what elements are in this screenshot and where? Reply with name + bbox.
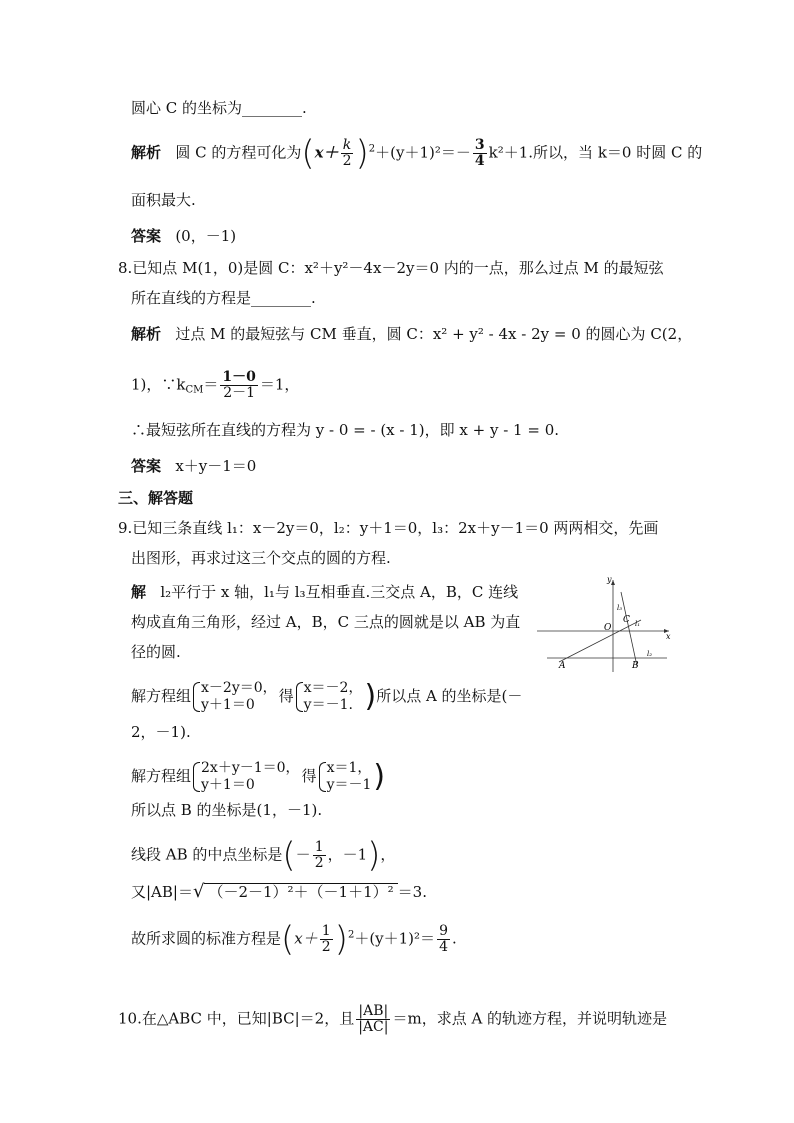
- eq: 2x＋y－1＝0，: [201, 760, 300, 776]
- fraction-k-2: [341, 138, 354, 169]
- exp: 2: [368, 143, 376, 155]
- eq: y＝－1.: [303, 697, 353, 713]
- text: 又|AB|＝: [131, 883, 193, 901]
- radicand: （－2－1）²＋（－1＋1）²: [204, 883, 397, 900]
- question-8-line-1: 8.已知点 M(1，0)是圆 C：x²＋y²－4x－2y＝0 内的一点，那么过点 M 的最短弦: [118, 259, 664, 277]
- math-k2: k²＋1.: [488, 143, 534, 162]
- math-x: x＋: [294, 929, 318, 948]
- num: k: [341, 138, 354, 154]
- text: 解方程组: [131, 767, 192, 785]
- text: ＝3.: [397, 883, 427, 901]
- label-y: y: [607, 575, 612, 584]
- text: ，: [380, 845, 396, 864]
- den: |AC|: [358, 1019, 389, 1035]
- eq: y＋1＝0: [201, 777, 255, 793]
- num: |AB|: [356, 1004, 390, 1020]
- exp: 2: [347, 929, 355, 941]
- eq: x－2y＝0，: [201, 680, 277, 696]
- num: 9: [439, 923, 448, 939]
- text: 圆 C 的方程可化为: [175, 143, 302, 162]
- den: 2: [314, 855, 324, 871]
- text: 得: [301, 767, 317, 785]
- fraction-9-4: [437, 924, 450, 955]
- text: ＝m，求点 A 的轨迹方程，并说明轨迹是: [392, 1009, 668, 1028]
- text: 故所求圆的标准方程是: [131, 929, 282, 948]
- label-answer: 答案: [131, 457, 162, 475]
- eq: y＋1＝0: [201, 697, 255, 713]
- label-l3: l₃: [617, 604, 623, 612]
- math-x: x＋: [314, 143, 339, 162]
- label-b: B: [632, 661, 639, 671]
- num: 1－0: [222, 369, 256, 385]
- text: 过点 M 的最短弦与 CM 垂直，圆 C：x² + y² - 4x - 2y = 0 的圆心为 C(2，: [175, 325, 693, 343]
- q8-solution-line-2: 1)，$\because k_{CM}=$ $\frac{1-0}{2-1}$ ＝1，: [131, 369, 300, 401]
- paren-right: ): [367, 835, 381, 876]
- math-y: ＋(y＋1)²＝－: [375, 143, 471, 162]
- text: 解方程组: [131, 687, 192, 705]
- text: 线段 AB 的中点坐标是: [131, 845, 283, 864]
- fraction-half: [320, 924, 333, 955]
- system-b: [191, 760, 300, 794]
- paren-left: (: [282, 835, 296, 876]
- fraction-ab-ac: [356, 1004, 390, 1035]
- label-l2: l₂: [647, 650, 653, 658]
- q9-solution-line-1: [131, 582, 518, 602]
- paren-right: ): [334, 919, 348, 960]
- answer-7: [131, 226, 236, 246]
- label-solve: 解: [131, 583, 147, 601]
- den: 2－1: [223, 385, 256, 401]
- eq: y＝－1: [326, 777, 372, 793]
- label-o: O: [604, 623, 612, 633]
- fraction-kcm: [220, 370, 257, 401]
- q9-solution-line-7: 所以点 B 的坐标是(1，－1).: [131, 801, 323, 819]
- paren-right: ): [355, 133, 369, 174]
- sub-cm: CM: [185, 384, 204, 396]
- q9-solution-line-2: 构成直角三角形，经过 A，B，C 三点的圆就是以 AB 为直: [131, 613, 521, 631]
- label-a: A: [559, 661, 566, 671]
- q9-solution-line-9: 又|AB|＝√ （－2－1）²＋（－1＋1）² ＝3.: [131, 881, 427, 902]
- text: 10.在△ABC 中，已知|BC|＝2，且: [118, 1009, 355, 1028]
- text: 所以，当 k＝0 时圆 C 的: [533, 143, 703, 162]
- q8-solution-line-3: ∴最短弦所在直线的方程为 y - 0 = - (x - 1)，即 x + y - 1 = 0.: [131, 421, 560, 439]
- q9-solution-line-3: 径的圆.: [131, 643, 181, 661]
- label-analysis: 解析: [131, 143, 162, 162]
- line-center-question: 圆心 C 的坐标为________.: [131, 99, 307, 117]
- solution-b: [317, 760, 372, 794]
- section-heading-3: 三、解答题: [118, 489, 194, 507]
- q9-solution-line-10: 故所求圆的标准方程是(x＋ $\frac{1}{2}$ )$^2$＋(y＋1)²＝ $\frac{9}{4}$ .: [131, 919, 457, 960]
- solution-a: [294, 680, 363, 714]
- text: ，－1: [327, 845, 368, 864]
- paren-left: (: [301, 133, 315, 174]
- den: 2: [321, 939, 331, 955]
- num: 1: [314, 839, 324, 855]
- question-10-line-1: [118, 1004, 667, 1035]
- text: ＋(y＋1)²＝: [354, 929, 436, 948]
- q8-solution-line-1: [131, 324, 692, 344]
- label-answer: 答案: [131, 227, 162, 245]
- solution-line-2: 面积最大.: [131, 191, 196, 209]
- result: ＝1，: [259, 375, 300, 394]
- answer-value: (0，－1): [175, 227, 237, 245]
- den: 4: [474, 153, 485, 169]
- text: 得: [278, 687, 294, 705]
- text: l₂平行于 x 轴，l₁与 l₃互相垂直.三交点 A，B，C 连线: [160, 583, 519, 601]
- question-9-line-2: 出图形，再求过这三个交点的圆的方程.: [131, 549, 391, 567]
- q9-solution-line-6: [131, 760, 385, 794]
- question-8-line-2: 所在直线的方程是________.: [131, 289, 316, 307]
- triangle-figure: [537, 574, 672, 674]
- answer-8: [131, 456, 256, 476]
- fraction-3-4: [473, 138, 487, 169]
- num: 3: [474, 137, 485, 153]
- system-a: [191, 680, 277, 714]
- paren-left: (: [281, 919, 295, 960]
- text: 1)，∵k: [131, 375, 186, 394]
- label-analysis: 解析: [131, 325, 162, 343]
- paren-right: ): [373, 759, 386, 794]
- label-l1: l₁: [635, 620, 641, 628]
- q9-solution-line-5: 2，－1).: [131, 723, 191, 741]
- y-axis-arrow: [611, 580, 615, 585]
- den: 2: [342, 153, 352, 169]
- eq: x＝－2，: [303, 680, 363, 696]
- q9-solution-line-8: 线段 AB 的中点坐标是(－ $\frac{1}{2}$ ，－1)，: [131, 835, 396, 876]
- paren-right: ): [364, 679, 377, 714]
- label-c: C: [623, 615, 630, 625]
- q9-solution-line-4: [131, 680, 522, 714]
- eq: x＝1，: [326, 760, 372, 776]
- text: 所以点 A 的坐标是(－: [376, 687, 523, 705]
- fraction-mid: [313, 840, 326, 871]
- answer-value: x＋y－1＝0: [175, 457, 257, 475]
- question-9-line-1: 9.已知三条直线 l₁：x－2y＝0，l₂：y＋1＝0，l₃：2x＋y－1＝0 两两相交，先画: [118, 519, 659, 537]
- num: 1: [321, 923, 331, 939]
- solution-line-1: [131, 133, 703, 174]
- label-x: x: [666, 632, 671, 641]
- den: 4: [439, 939, 448, 955]
